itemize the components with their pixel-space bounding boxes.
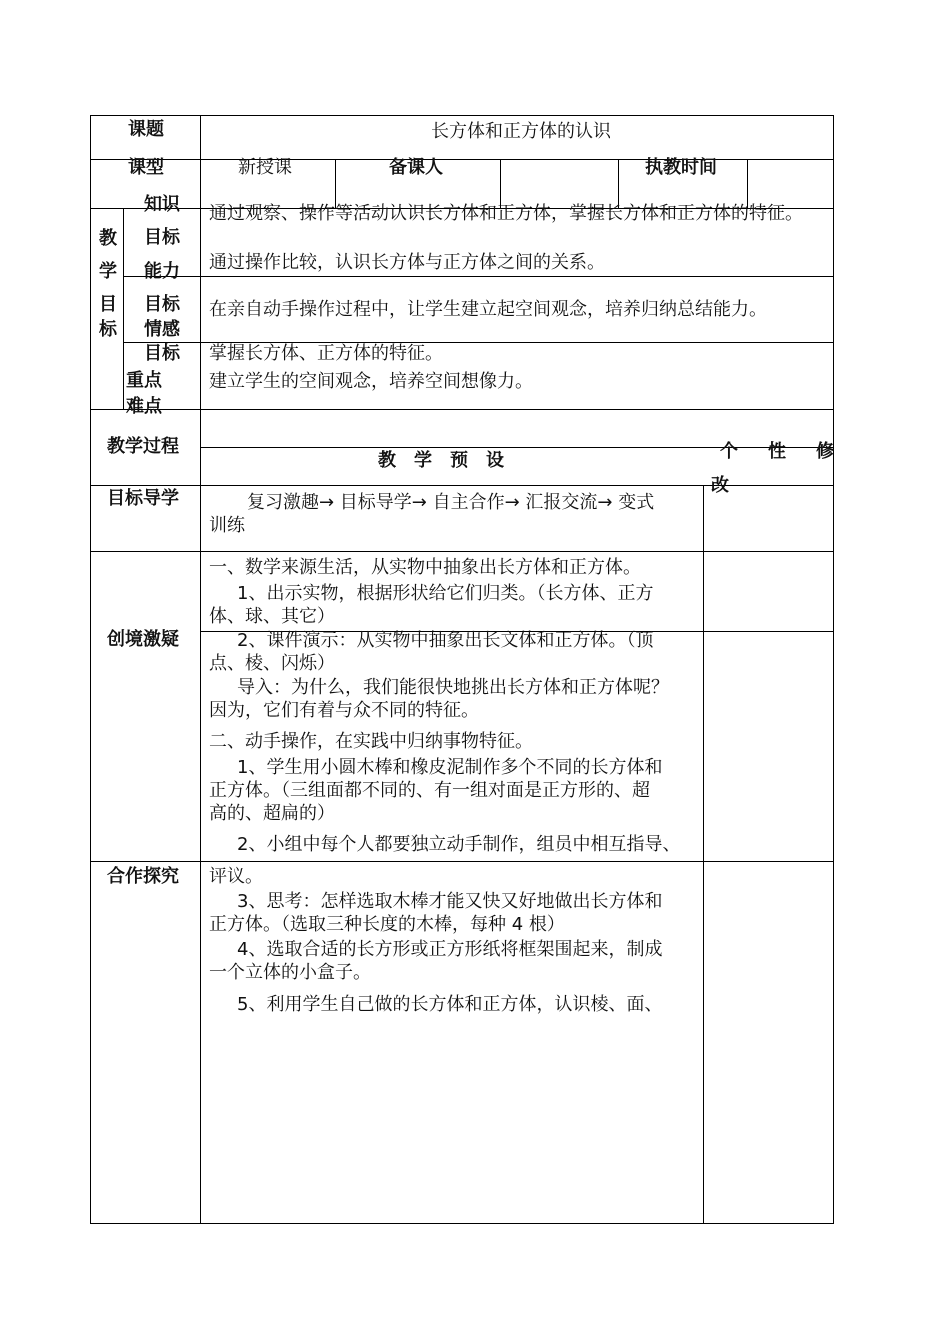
- ability-label-2: 目标: [144, 294, 180, 315]
- difficulty-text: 建立学生的空间观念，培养空间想像力。: [209, 371, 533, 392]
- ability-label-1: 能力: [144, 261, 180, 282]
- content-p8-line1: 3、思考：怎样选取木棒才能又快又好地做出长方体和: [237, 891, 663, 912]
- content-p6-line3: 高的、超扁的）: [209, 803, 335, 824]
- content-p3-line2: 点、棱、闪烁）: [209, 653, 335, 674]
- content-p3-line1: 2、课件演示：从实物中抽象出长文体和正方体。（顶: [237, 630, 654, 651]
- content-p7-line1: 2、小组中每个人都要独立动手制作，组员中相互指导、: [237, 834, 681, 855]
- topic-value: 长方体和正方体的认识: [431, 121, 611, 142]
- type-row-divider-2: [500, 159, 501, 209]
- goal-flow-line1: 复习激趣→ 目标导学→ 自主合作→ 汇报交流→ 变式: [247, 492, 655, 513]
- type-label: 课型: [128, 157, 164, 178]
- key-text: 掌握长方体、正方体的特征。: [209, 343, 443, 364]
- goal-label: 目标导学: [107, 488, 179, 509]
- situation-label: 创境激疑: [107, 629, 179, 650]
- difficulty-label: 难点: [126, 396, 162, 417]
- content-p9-line2: 一个立体的小盒子。: [209, 962, 371, 983]
- label-column-divider: [200, 115, 201, 1224]
- objectives-inner-divider: [123, 208, 124, 409]
- objectives-group-char-4: 标: [99, 319, 117, 340]
- objectives-group-char-3: 目: [99, 294, 117, 315]
- content-p5: 二、动手操作，在实践中归纳事物特征。: [209, 731, 533, 752]
- knowledge-label-1: 知识: [144, 194, 180, 215]
- emotion-label-2: 目标: [144, 343, 180, 364]
- type-value: 新授课: [238, 157, 292, 178]
- preset-heading: 教 学 预 设: [378, 450, 504, 471]
- personal-heading-line1: 个 性 修: [720, 441, 840, 462]
- personal-heading-line2: 改: [711, 475, 729, 496]
- objectives-group-char-2: 学: [99, 261, 117, 282]
- table-border-right: [833, 115, 834, 1224]
- type-row-divider-4: [747, 159, 748, 209]
- knowledge-text: 通过观察、操作等活动认识长方体和正方体，掌握长方体和正方体的特征。: [209, 203, 803, 224]
- content-p1: 一、数学来源生活，从实物中抽象出长方体和正方体。: [209, 557, 641, 578]
- row-line-topic: [90, 159, 834, 160]
- row-line-knowledge: [123, 276, 834, 277]
- ability-text: 通过操作比较，认识长方体与正方体之间的关系。: [209, 252, 605, 273]
- row-line-goal-end: [90, 551, 834, 552]
- objectives-group-char-1: 教: [99, 228, 117, 249]
- table-border-bottom: [90, 1223, 834, 1224]
- key-label: 重点: [126, 370, 162, 391]
- content-p9-line1: 4、选取合适的长方形或正方形纸将框架围起来，制成: [237, 939, 663, 960]
- content-p2-line2: 体、球、其它）: [209, 606, 335, 627]
- cooperate-label: 合作探究: [107, 866, 179, 887]
- process-label: 教学过程: [107, 436, 179, 457]
- teach-time-label: 执教时间: [645, 157, 717, 178]
- topic-label: 课题: [128, 119, 164, 140]
- table-border-top: [90, 115, 834, 116]
- preparer-label: 备课人: [389, 157, 443, 178]
- content-p8-line2: 正方体。（选取三种长度的木棒，每种 4 根）: [209, 914, 565, 935]
- content-p6-line1: 1、学生用小圆木棒和橡皮泥制作多个不同的长方体和: [237, 757, 663, 778]
- content-p6-line2: 正方体。（三组面都不同的、有一组对面是正方形的、超: [209, 780, 650, 801]
- personal-column-divider: [703, 485, 704, 1224]
- emotion-label-1: 情感: [144, 319, 180, 340]
- content-p7-line2: 评议。: [209, 866, 263, 887]
- type-row-divider-1: [335, 159, 336, 209]
- row-line-situation-end: [90, 861, 834, 862]
- table-border-left: [90, 115, 91, 1224]
- emotion-text: 在亲自动手操作过程中，让学生建立起空间观念，培养归纳总结能力。: [209, 299, 767, 320]
- row-line-objectives-end: [90, 409, 834, 410]
- knowledge-label-2: 目标: [144, 227, 180, 248]
- goal-flow-line2: 训练: [209, 515, 245, 536]
- type-row-divider-3: [618, 159, 619, 209]
- content-p10: 5、利用学生自己做的长方体和正方体，认识棱、面、: [237, 994, 663, 1015]
- content-p4-line2: 因为，它们有着与众不同的特征。: [209, 700, 479, 721]
- content-p2-line1: 1、出示实物，根据形状给它们归类。（长方体、正方: [237, 583, 654, 604]
- content-p4-line1: 导入：为什么，我们能很快地挑出长方体和正方体呢？: [237, 677, 669, 698]
